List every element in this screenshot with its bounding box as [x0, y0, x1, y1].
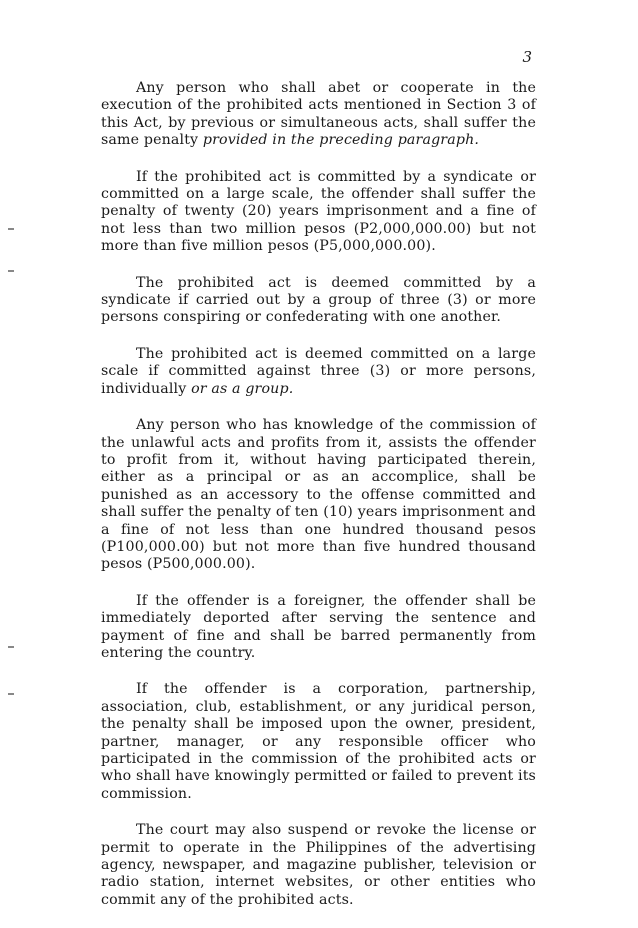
paragraph-juridical-person-penalty	[101, 681, 536, 803]
paragraph-text: The prohibited act is deemed committed on a large scale if committed against three (3) or more persons, individually	[101, 345, 536, 397]
paragraph-text: If the offender is a foreigner, the offender shall be immediately deported after serving the sentence and payment of fine and shall be barred permanently from entering the country.	[101, 592, 536, 661]
paragraph-italic-text: or as a group.	[191, 380, 294, 397]
paragraph-syndicate-penalty	[101, 169, 536, 256]
paragraph-large-scale-definition	[101, 346, 536, 398]
paragraph-text: If the offender is a corporation, partnership, association, club, establishment, or any juridical person, the penalty shall be imposed upon the owner, president, partner, manager, or any responsible officer who participated in the commission of the prohibited acts or who shall have knowingly permitted or failed to prevent its commission.	[101, 681, 536, 802]
paragraph-foreigner-deportation	[101, 593, 536, 663]
page-number: 3	[522, 48, 532, 66]
paragraph-text: The court may also suspend or revoke the license or permit to operate in the Philippines of the advertising agency, newspaper, and magazine publisher, television or radio station, internet websites, or other entities who commit any of the prohibited acts.	[101, 822, 536, 908]
paragraph-abettor-penalty	[101, 80, 536, 150]
document-body	[101, 80, 536, 928]
paragraph-italic-text: provided in the preceding paragraph.	[202, 132, 480, 149]
margin-punch-mark	[8, 693, 14, 695]
paragraph-text: Any person who has knowledge of the commission of the unlawful acts and profits from it, assists the offender to profit from it, without having participated therein, either as a principal or as an accomplice, shall be punished as an accessory to the offense committed and shall suffer the penalty of ten (10) years imprisonment and a fine of not less than one hundred thousand pesos (P100,000.00) but not more than five hundred thousand pesos (P500,000.00).	[101, 417, 536, 573]
paragraph-accessory-penalty	[101, 417, 536, 574]
paragraph-license-revocation	[101, 822, 536, 909]
margin-punch-mark	[8, 270, 14, 272]
paragraph-syndicate-definition	[101, 275, 536, 327]
paragraph-text: Any person who shall abet or cooperate in the execution of the prohibited acts mentioned in Section 3 of this Act, by previous or simultaneous acts, shall suffer the same penalty	[101, 80, 536, 149]
paragraph-text: The prohibited act is deemed committed by a syndicate if carried out by a group of three (3) or more persons conspiring or confederating with one another.	[101, 274, 536, 326]
margin-punch-mark	[8, 646, 14, 648]
paragraph-text: If the prohibited act is committed by a syndicate or committed on a large scale, the offender shall suffer the penalty of twenty (20) years imprisonment and a fine of not less than two million pesos (P2,000,000.00) but not more than five million pesos (P5,000,000.00).	[101, 168, 536, 255]
margin-punch-mark	[8, 228, 14, 230]
